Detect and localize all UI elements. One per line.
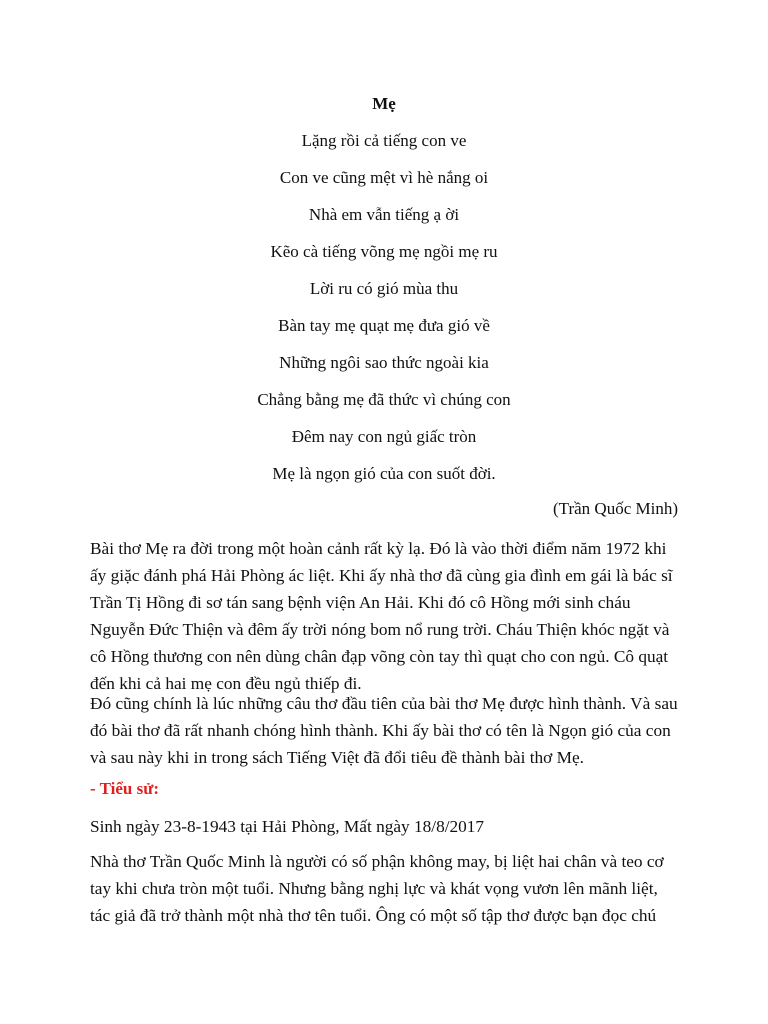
poem-line: Con ve cũng mệt vì hè nắng oi [279,168,489,187]
poem-line: Lời ru có gió mùa thu [309,279,459,298]
poem-line: Những ngôi sao thức ngoài kia [279,353,489,372]
paragraph-biography: Nhà thơ Trần Quốc Minh là người có số phận không may, bị liệt hai chân và teo cơ tay khi chưa tròn một tuổi. Nhưng bằng nghị lực và khát vọng vươn lên mãnh liệt, tác giả đã trở thành một nhà thơ tên tuổi. Ông có một số tập thơ được bạn đọc chú [90,852,664,925]
paragraph-formation: Đó cũng chính là lúc những câu thơ đầu tiên của bài thơ Mẹ được hình thành. Và sau đó bài thơ đã rất nhanh chóng hình thành. Khi ấy bài thơ có tên là Ngọn gió của con và sau này khi in trong sách Tiếng Việt đã đổi tiêu đề thành bài thơ Mẹ. [90,694,678,767]
poem-line: Lặng rồi cả tiếng con ve [301,131,467,150]
paragraph-birth-death: Sinh ngày 23-8-1943 tại Hải Phòng, Mất ngày 18/8/2017 [90,817,485,836]
poem-author: (Trần Quốc Minh) [553,499,678,518]
poem-line: Nhà em vẫn tiếng ạ ời [308,205,460,224]
poem-line: Chẳng bằng mẹ đã thức vì chúng con [257,390,511,409]
paragraph-origin: Bài thơ Mẹ ra đời trong một hoàn cảnh rất kỳ lạ. Đó là vào thời điểm năm 1972 khi ấy giặc đánh phá Hải Phòng ác liệt. Khi ấy nhà thơ đã cùng gia đình em gái là bác sĩ Trần Tị Hồng đi sơ tán sang bệnh viện An Hải. Khi đó cô Hồng mới sinh cháu Nguyễn Đức Thiện và đêm ấy trời nóng bom nổ rung trời. Cháu Thiện khóc ngặt và cô Hồng thương con nên dùng chân đạp võng còn tay thì quạt cho con ngủ. Cô quạt đến khi cả hai mẹ con đều ngủ thiếp đi. [90,539,673,693]
section-heading-biography: - Tiểu sử: [90,779,160,798]
poem [0,129,768,499]
poem-line: Kẽo cà tiếng võng mẹ ngồi mẹ ru [270,242,498,261]
poem-line: Bàn tay mẹ quạt mẹ đưa gió về [278,316,490,335]
poem-line: Đêm nay con ngủ giấc tròn [291,427,477,446]
poem-title: Mẹ [372,94,396,113]
poem-line: Mẹ là ngọn gió của con suốt đời. [272,464,496,483]
